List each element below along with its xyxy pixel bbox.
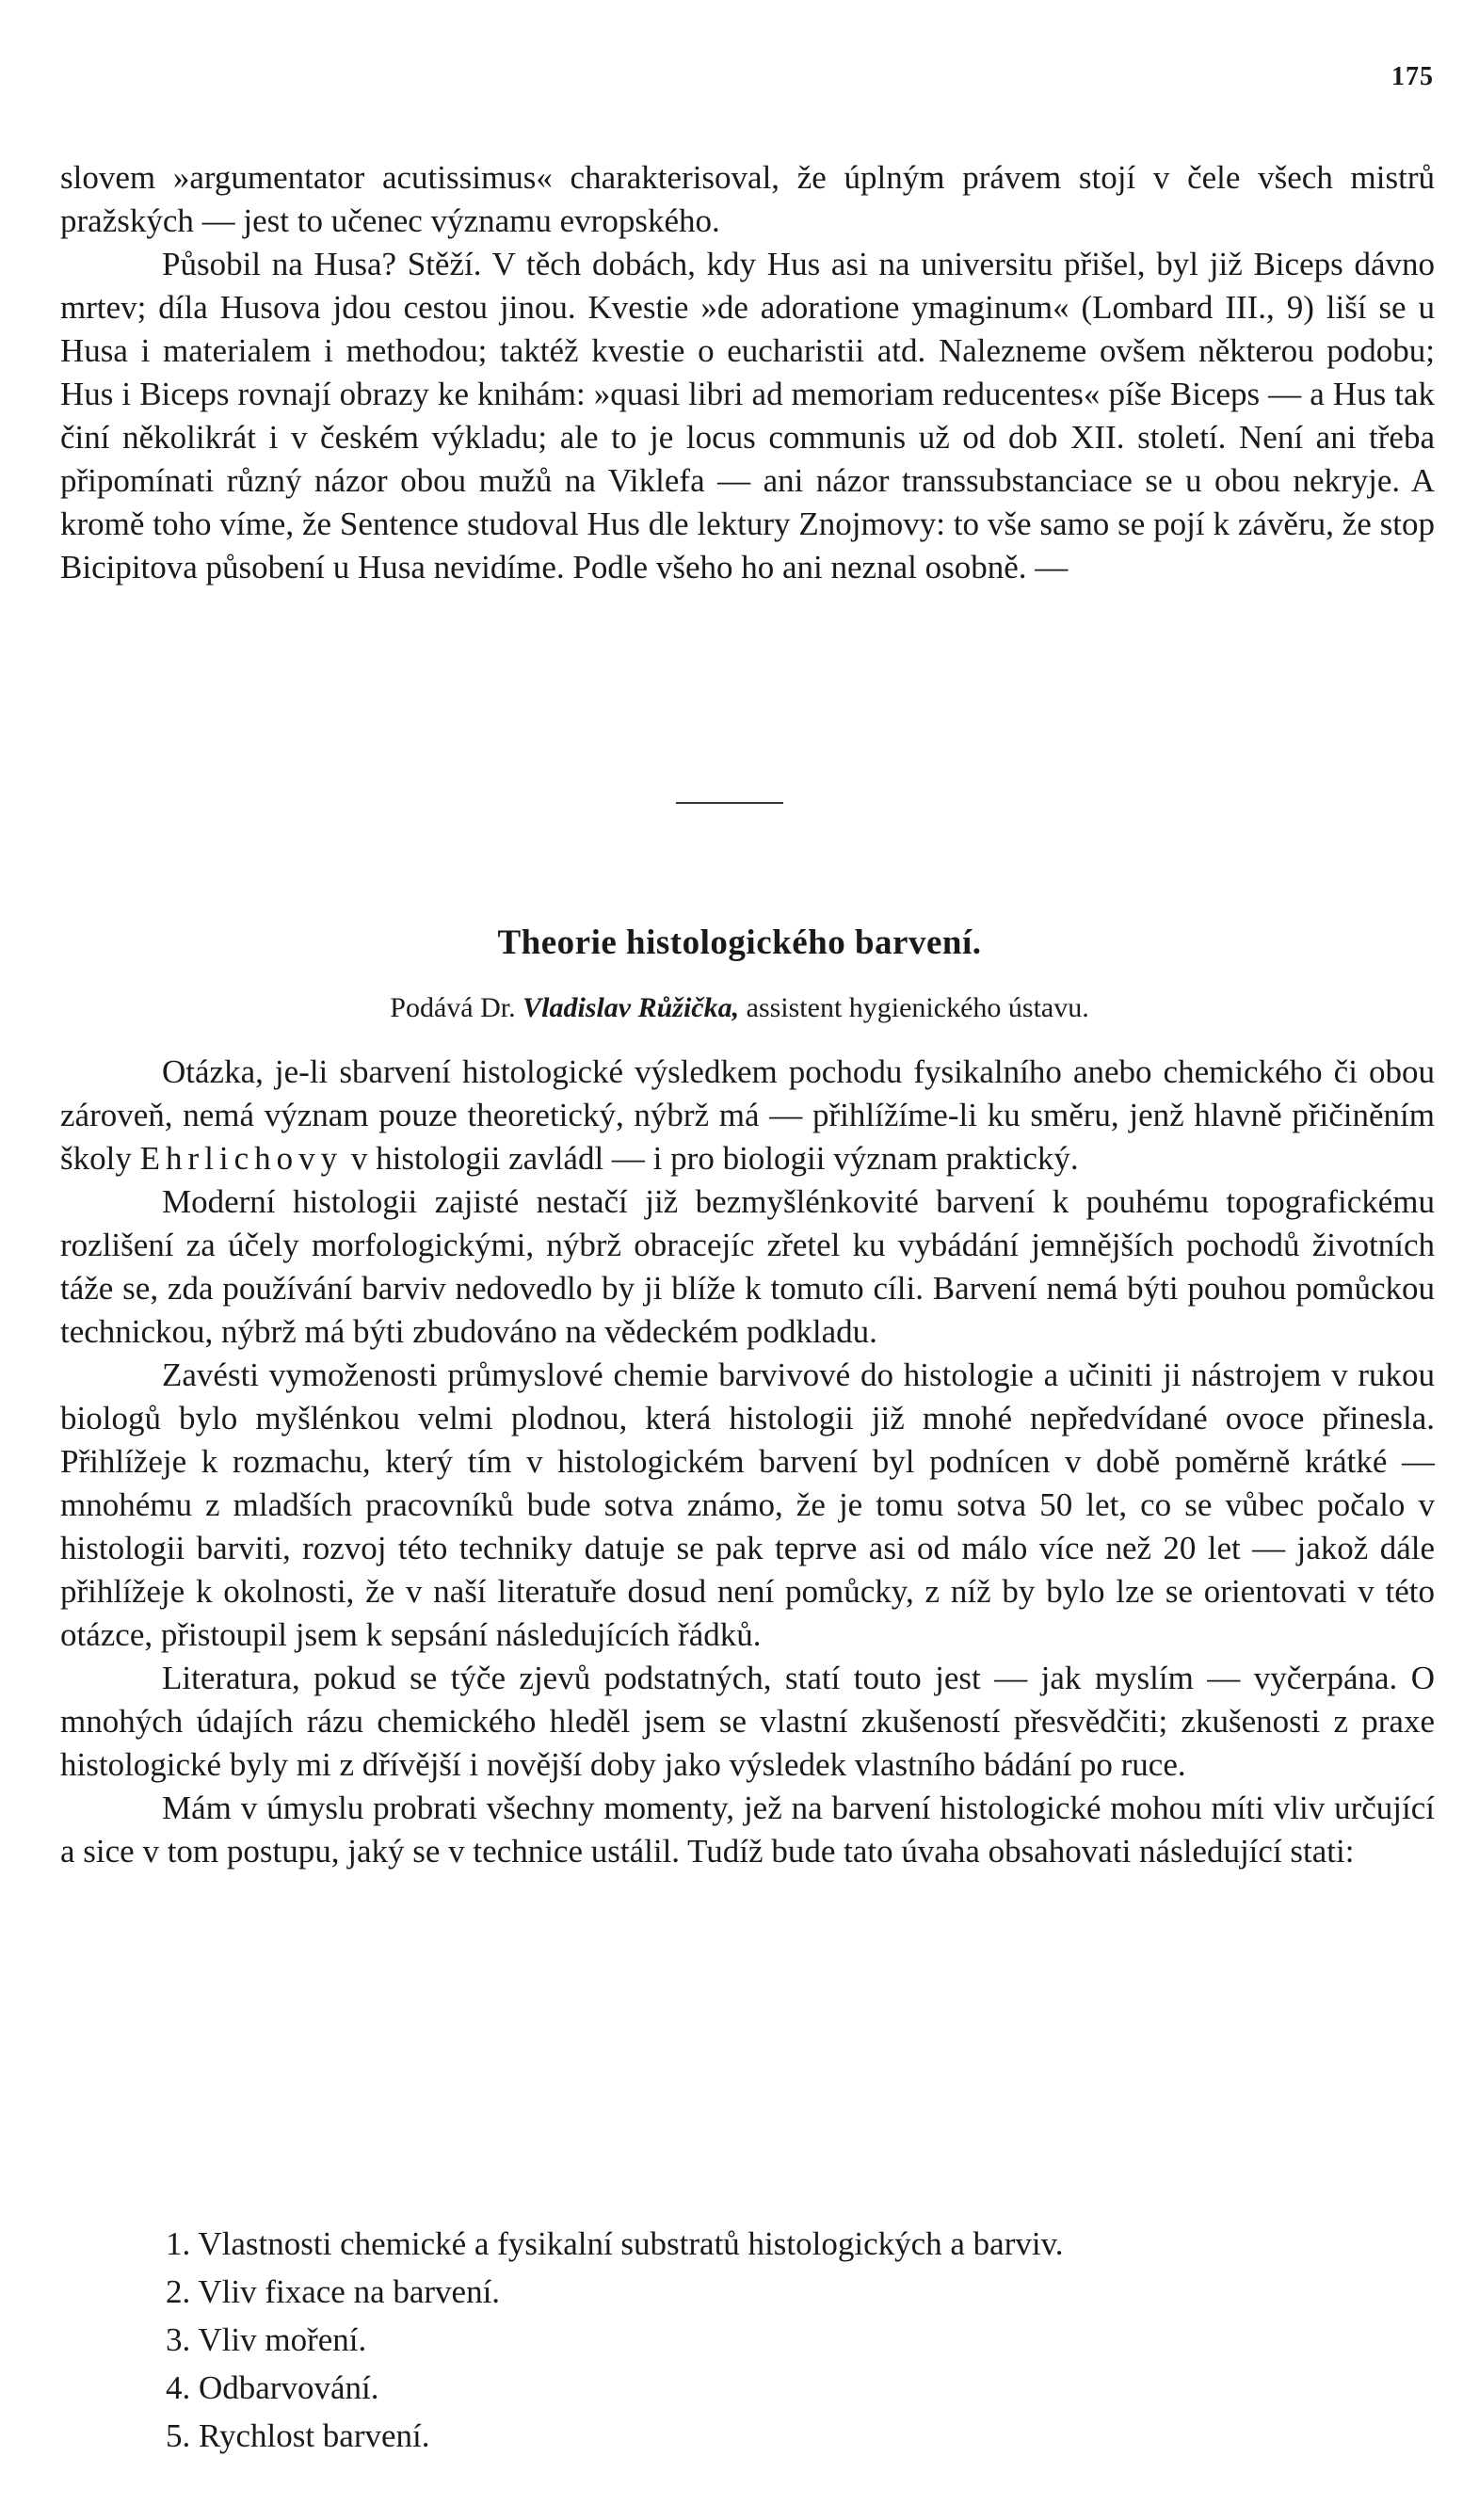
section-list [166,2220,1064,2460]
paragraph-text: v histologii zavládl — i pro biologii význam praktický. [350,1140,1079,1177]
paragraph: Moderní histologii zajisté nestačí již bezmyšlénkovité barvení k pouhému topografickému rozlišení za účely morfologickými, nýbrž obracejíc zřetel ku vybádání jemnějších pochodů životních táže se, zda používání barviv nedovedlo by ji blíže k tomuto cíli. Barvení nemá býti pouhou pomůckou technickou, nýbrž má býti zbudováno na vědeckém podkladu. [60,1183,1435,1350]
byline-prefix: Podává Dr. [390,992,516,1023]
list-item: 1. Vlastnosti chemické a fysikalní substratů histologických a barviv. [166,2225,1064,2262]
list-item: 5. Rychlost barvení. [166,2417,430,2454]
paragraph [60,1051,1435,1180]
paragraph-text: Otázka, je-li sbarvení histologické výsledkem pochodu fysikalního anebo chemického či obou zároveň, nemá význam pouze theoretický, nýbrž má — přihlížíme-li ku směru, jenž hlavně přičiněním školy [60,1053,1435,1177]
paragraph: slovem »argumentator acutissimus« charakterisoval, že úplným právem stojí v čele všech mistrů pražských — jest to učenec významu evropského. [60,159,1435,239]
article-title: Theorie histologického barvení. [497,923,982,962]
article-body [60,1051,1435,1873]
paragraph: Působil na Husa? Stěží. V těch dobách, kdy Hus asi na universitu přišel, byl již Biceps dávno mrtev; díla Husova jdou cestou jinou. Kvestie »de adoratione ymaginum« (Lombard III., 9) liší se u Husa i materialem i methodou; taktéž kvestie o eucharistii atd. Nalezneme ovšem některou podobu; Hus i Biceps rovnají obrazy ke knihám: »quasi libri ad memoriam reducentes« píše Biceps — a Hus tak činí několikrát i v českém výkladu; ale to je locus communis už od dob XII. století. Není ani třeba připomínati různý názor obou mužů na Viklefa — ani názor transsubstanciace se u obou nekryje. A kromě toho víme, že Sentence studoval Hus dle lektury Znojmovy: to vše samo se pojí k závěru, že stop Bicipitova působení u Husa nevidíme. Podle všeho ho ani neznal osobně. — [60,246,1435,586]
paragraph: Zavésti vymoženosti průmyslové chemie barvivové do histologie a učiniti ji nástrojem v rukou biologů bylo myšlénkou velmi plodnou, která histologii již mnohé nepředvídané ovoce přinesla. Přihlížeje k rozmachu, který tím v histologickém barvení byl podnícen v době poměrně krátké — mnohému z mladších pracovníků bude sotva známo, že je tomu sotva 50 let, co se vůbec počalo v histologii barviti, rozvoj této techniky datuje se pak teprve asi od málo více než 20 let — jakož dále přihlížeje k okolnosti, že v naší literatuře dosud není pomůcky, z níž by bylo lze se orientovati v této otázce, přistoupil jsem k sepsání následujících řádků. [60,1356,1435,1653]
list-item: 3. Vliv moření. [166,2321,367,2358]
previous-article-text [60,156,1435,589]
list-item: 4. Odbarvování. [166,2369,379,2406]
emphasized-name: Ehrlichovy [139,1140,344,1177]
list-item: 2. Vliv fixace na barvení. [166,2273,501,2310]
paragraph: Literatura, pokud se týče zjevů podstatných, statí touto jest — jak myslím — vyčerpána. O mnohých údajích rázu chemického hleděl jsem se vlastní zkušeností přesvědčiti; zkušenosti z praxe histologické byly mi z dřívější i novější doby jako výsledek vlastního bádání po ruce. [60,1660,1435,1783]
paragraph: Mám v úmyslu probrati všechny momenty, jež na barvení histologické mohou míti vliv určující a sice v tom postupu, jaký se v technice ustálil. Tudíž bude tato úvaha obsahovati následující stati: [60,1790,1435,1870]
byline [0,992,1479,1024]
page-number: 175 [1391,62,1434,91]
author-name: Vladislav Růžička, [522,992,740,1023]
section-divider [676,802,783,804]
byline-suffix: assistent hygienického ústavu. [746,992,1089,1023]
